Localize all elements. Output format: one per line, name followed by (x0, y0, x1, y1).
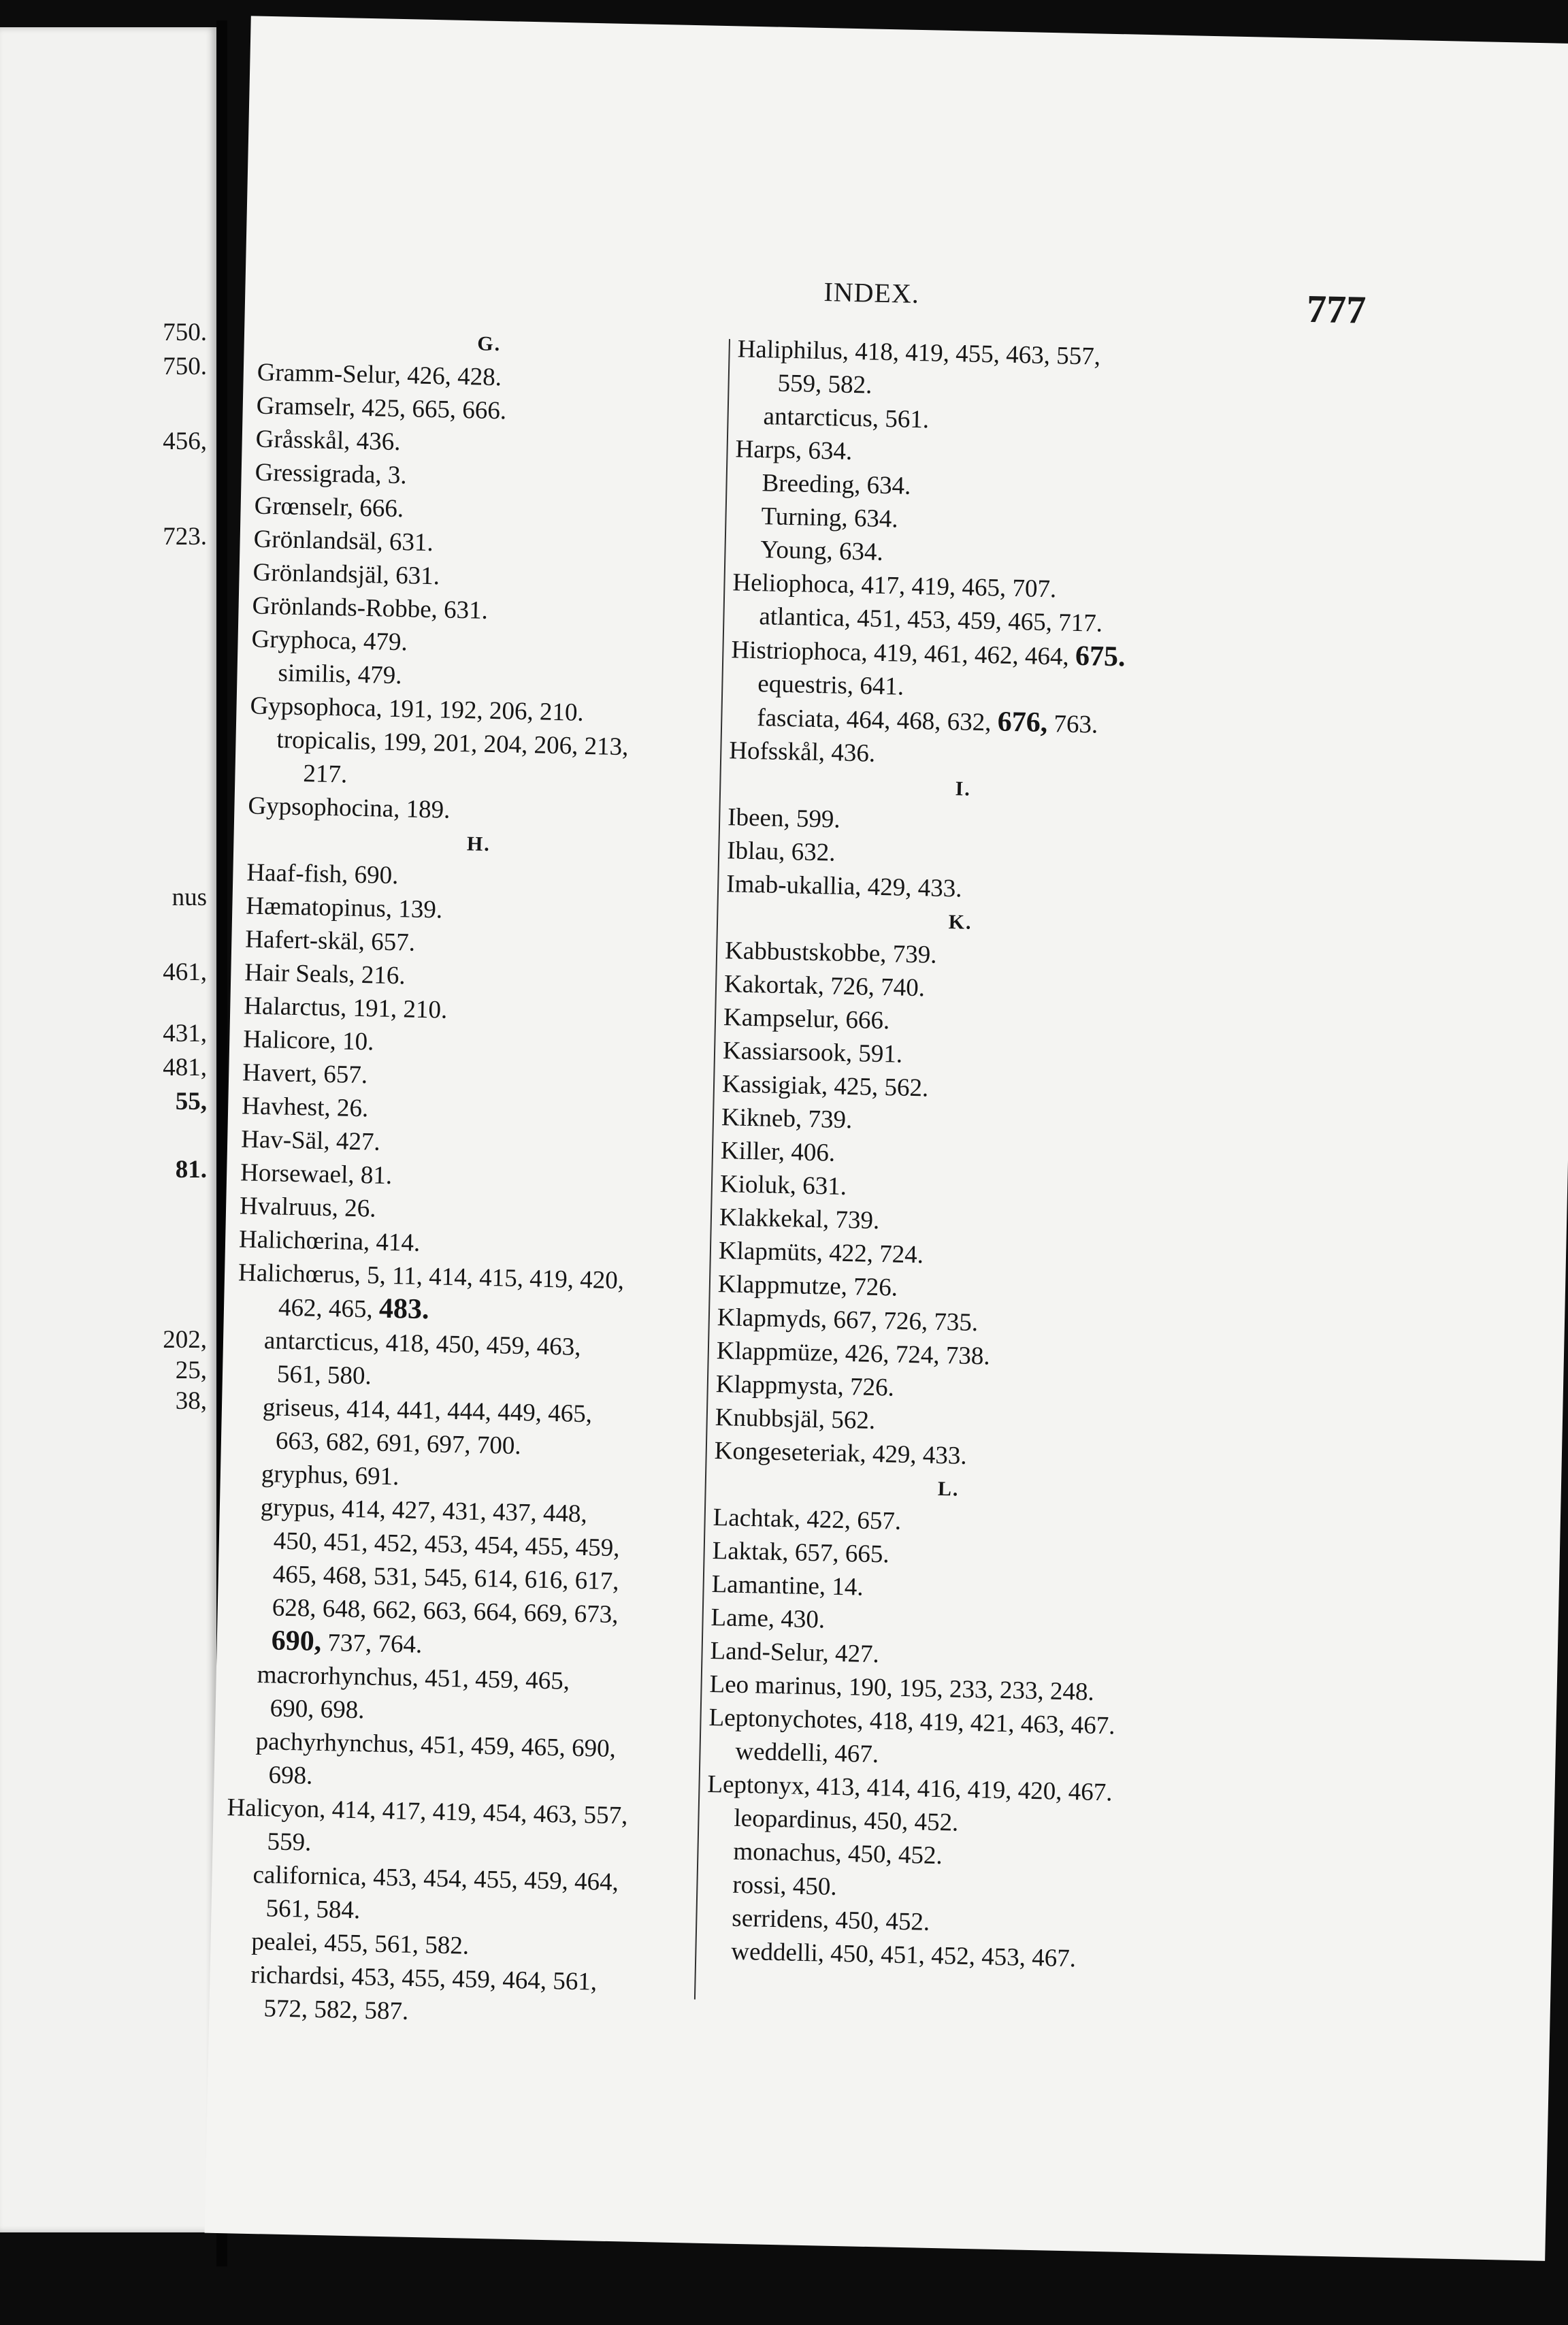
entry-text: 561, 580. (276, 1360, 372, 1391)
entry-text: griseus, 414, 441, 444, 449, 465, (262, 1393, 593, 1429)
entry-text: Histriophoca, 419, 461, 462, 464, (731, 636, 1070, 671)
entry-text: Kampselur, 666. (723, 1003, 890, 1035)
entry-text: 698. (268, 1761, 313, 1790)
entry-text: californica, 453, 454, 455, 459, 464, (252, 1860, 619, 1897)
entry-text: Iblau, 632. (726, 836, 836, 867)
entry-text: Grönlands-Robbe, 631. (252, 591, 489, 625)
entry-text: Gramselr, 425, 665, 666. (256, 391, 507, 425)
entry-text: Gramm-Selur, 426, 428. (257, 358, 502, 392)
entry-text: Kongeseteriak, 429, 433. (714, 1437, 968, 1470)
entry-text: Hafert-skäl, 657. (244, 925, 416, 957)
entry-text: tropicalis, 199, 201, 204, 206, 213, (276, 726, 629, 762)
entry-text: Haliphilus, 418, 419, 455, 463, 557, (737, 335, 1101, 371)
index-column-left (223, 323, 721, 2034)
entry-text: serridens, 450, 452. (731, 1904, 930, 1936)
entry-text: 559. (267, 1827, 312, 1857)
previous-page-edge (0, 27, 216, 2232)
entry-text: Lachtak, 422, 657. (713, 1503, 902, 1535)
entry-text: Kikneb, 739. (721, 1103, 853, 1135)
index-letter-heading: H. (466, 832, 491, 856)
entry-text: Laktak, 657, 665. (712, 1537, 890, 1569)
entry-text: Young, 634. (760, 536, 884, 566)
entry-text: antarcticus, 561. (763, 402, 930, 434)
prev-page-fragment: 750. (163, 353, 207, 380)
entry-text: atlantica, 451, 453, 459, 465, 717. (759, 602, 1103, 638)
entry-text: pealei, 455, 561, 582. (251, 1927, 470, 1960)
entry-text: Klappmüze, 426, 724, 738. (716, 1337, 991, 1371)
entry-text: Halarctus, 191, 210. (243, 992, 448, 1024)
entry-text: Halichœrus, 5, 11, 414, 415, 419, 420, (238, 1258, 625, 1295)
prev-page-fragment: 81. (175, 1156, 207, 1184)
entry-text: Kassigiak, 425, 562. (721, 1070, 929, 1103)
entry-text: weddelli, 467. (735, 1737, 879, 1769)
entry-text: macrorhynchus, 451, 459, 465, (257, 1661, 570, 1695)
entry-text: Grönlandsjäl, 631. (252, 558, 440, 591)
entry-text: Ibeen, 599. (727, 803, 841, 834)
entry-text: Grœnselr, 666. (254, 491, 404, 523)
entry-text: Klappmysta, 726. (715, 1370, 895, 1402)
prev-page-fragment: 456, (163, 427, 207, 455)
prev-page-fragment: 202, (163, 1326, 207, 1354)
bold-page-ref: 675. (1075, 640, 1126, 673)
entry-text: rossi, 450. (732, 1870, 837, 1901)
bold-page-ref: 676, (997, 706, 1048, 739)
entry-text: gryphus, 691. (261, 1460, 399, 1491)
entry-text: equestris, 641. (757, 670, 904, 701)
entry-text: Land-Selur, 427. (710, 1636, 880, 1669)
index-column-right (704, 332, 1207, 1977)
entry-text: Hav-Säl, 427. (240, 1125, 381, 1156)
prev-page-fragment: 750. (163, 319, 207, 346)
entry-text: Klappmutze, 726. (717, 1270, 898, 1302)
entry-text: Leo marinus, 190, 195, 233, 233, 248. (709, 1670, 1095, 1706)
entry-text: Leptonyx, 413, 414, 416, 419, 420, 467. (707, 1770, 1113, 1807)
prev-page-fragment: 481, (163, 1054, 207, 1082)
entry-text: Klakkekal, 739. (719, 1203, 880, 1235)
prev-page-fragment: 38, (175, 1387, 207, 1415)
entry-text: monachus, 450, 452. (733, 1837, 943, 1870)
entry-text: pachyrhynchus, 451, 459, 465, 690, (255, 1727, 617, 1763)
entry-text-tail: 763. (1054, 710, 1098, 739)
entry-text: 628, 648, 662, 663, 664, 669, 673, (272, 1593, 619, 1629)
entry-text: richardsi, 453, 455, 459, 464, 561, (250, 1960, 598, 1996)
entry-text: 450, 451, 452, 453, 454, 455, 459, (273, 1527, 620, 1563)
entry-text: Lamantine, 14. (711, 1570, 864, 1602)
entry-text: Halichœrina, 414. (238, 1225, 421, 1257)
entry-text: Killer, 406. (720, 1137, 836, 1167)
entry-text: Halicore, 10. (242, 1025, 374, 1056)
entry-text: Imab-ukallia, 429, 433. (725, 870, 962, 903)
entry-text: Heliophoca, 417, 419, 465, 707. (732, 568, 1057, 604)
index-page (205, 16, 1568, 2261)
entry-text: 465, 468, 531, 545, 614, 616, 617, (272, 1560, 619, 1596)
entry-text: Gypsophocina, 189. (248, 792, 451, 824)
entry-text: Havert, 657. (242, 1058, 368, 1090)
entry-text: 559, 582. (777, 369, 872, 400)
entry-text: Hvalruus, 26. (239, 1192, 376, 1223)
bold-page-ref: 690, (271, 1625, 322, 1658)
entry-text: Hofsskål, 436. (728, 736, 876, 768)
entry-text: weddelli, 450, 451, 452, 453, 467. (730, 1937, 1077, 1973)
entry-text: Harps, 634. (735, 435, 853, 466)
entry-text: Gråsskål, 436. (255, 425, 401, 457)
entry-text: Gypsophoca, 191, 192, 206, 210. (250, 692, 585, 727)
entry-text: grypus, 414, 427, 431, 437, 448, (260, 1493, 588, 1529)
entry-text: Grönlandsäl, 631. (253, 525, 434, 557)
prev-page-fragment: 431, (163, 1020, 207, 1047)
entry-text: Leptonychotes, 418, 419, 421, 463, 467. (708, 1703, 1115, 1740)
entry-text: Horsewael, 81. (240, 1158, 393, 1190)
bold-page-ref: 483. (378, 1292, 430, 1326)
entry-text: Gressigrada, 3. (255, 458, 408, 490)
prev-page-fragment: 25, (175, 1356, 207, 1384)
index-letter-heading: I. (955, 777, 972, 800)
entry-text: Halicyon, 414, 417, 419, 454, 463, 557, (227, 1793, 628, 1830)
index-letter-heading: G. (477, 332, 502, 356)
index-letter-heading: K. (948, 911, 973, 934)
entry-text: Breeding, 634. (762, 469, 911, 500)
entry-text: 737, 764. (327, 1629, 423, 1659)
page-number: 777 (1306, 286, 1367, 332)
entry-text: Turning, 634. (761, 502, 899, 534)
entry-text: Kabbustskobbe, 739. (724, 937, 937, 969)
entry-text: Klapmüts, 422, 724. (718, 1237, 924, 1269)
entry-text: antarcticus, 418, 450, 459, 463, (263, 1327, 581, 1361)
entry-text: 462, 465, (278, 1293, 374, 1324)
prev-page-fragment: 55, (175, 1088, 207, 1116)
entry-text: Hæmatopinus, 139. (245, 892, 443, 924)
entry-text: Gryphoca, 479. (251, 625, 408, 657)
entry-text: 217. (303, 760, 348, 789)
entry-text: 561, 584. (265, 1894, 361, 1925)
entry-text: 690, 698. (270, 1694, 365, 1725)
prev-page-fragment: 723. (163, 523, 207, 551)
entry-text: Lame, 430. (710, 1604, 826, 1634)
running-head: INDEX. (823, 276, 920, 309)
entry-text: Kassiarsook, 591. (722, 1037, 903, 1069)
entry-text: Klapmyds, 667, 726, 735. (717, 1303, 979, 1337)
entry-text: 572, 582, 587. (263, 1994, 409, 2026)
entry-text: 663, 682, 691, 697, 700. (275, 1427, 522, 1461)
prev-page-fragment: nus (172, 883, 207, 911)
prev-page-fragment: 461, (163, 958, 207, 986)
entry-text: Knubbsjäl, 562. (715, 1403, 876, 1435)
index-letter-heading: L. (937, 1477, 960, 1501)
entry-text: leopardinus, 450, 452. (734, 1804, 959, 1837)
entry-text: Haaf-fish, 690. (246, 858, 399, 890)
entry-text: Kakortak, 726, 740. (723, 970, 926, 1003)
entry-text: similis, 479. (278, 659, 402, 690)
entry-text: Hair Seals, 216. (244, 958, 406, 990)
entry-text: Kioluk, 631. (719, 1170, 847, 1201)
entry-text: Havhest, 26. (241, 1092, 369, 1123)
entry-text: fasciata, 464, 468, 632, (756, 704, 992, 737)
